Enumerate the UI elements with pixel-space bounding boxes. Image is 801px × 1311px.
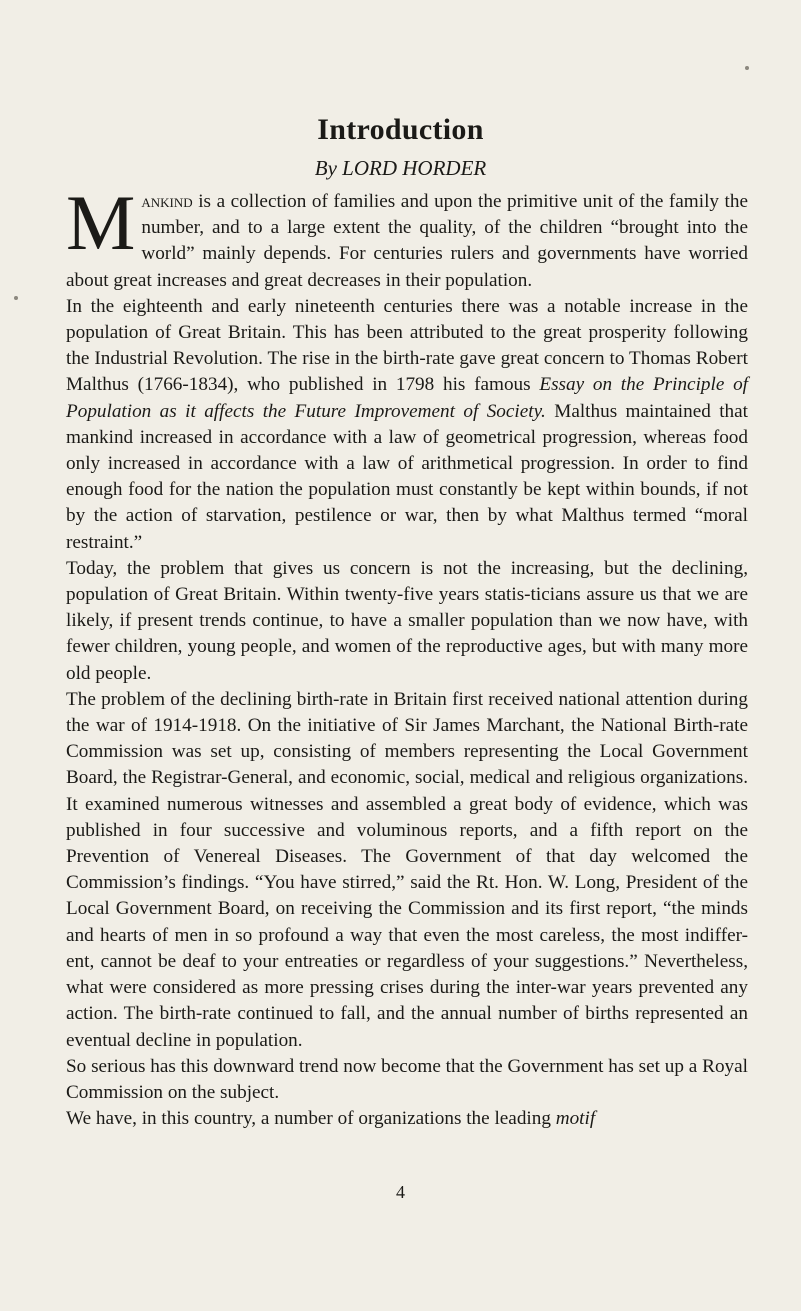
paragraph-6-text: We have, in this country, a number of organizations the leading bbox=[66, 1108, 556, 1130]
essay-title: Essay on the Principle of Population as it affects the Future Improvement of Society. bbox=[66, 374, 749, 422]
body-text bbox=[66, 179, 749, 1132]
byline: By LORD HORDER bbox=[314, 156, 487, 180]
paragraph-3: Today, the problem that gives us concern is not the increasing, but the declining, population of Great Britain. Within twenty-five years statis-ticians assure us that we are likely, if present trends continue, to have a smaller population than we now have, with fewer children, young people, and women of the reproductive ages, but with many more old people. bbox=[66, 557, 748, 684]
paragraph-1-text: is a collection of families and upon the primitive unit of the family the number, and to a large extent the quality, of the children “brought into the world” mainly depends. For centuries rulers and governments have worried about great increases and great decreases in their population. bbox=[66, 191, 748, 291]
paragraph-5: So serious has this downward trend now become that the Government has set up a Royal Commission on the subject. bbox=[66, 1055, 748, 1103]
paragraph-2-text-a: In the eighteenth and early nineteenth centuries there was a notable increase in the population of Great Britain. This has been attributed to the great prosperity following the Industrial Revolution. The rise in the birth-rate gave great concern to Thomas Robert Malthus (1766-1834), who published in 1798 his famous bbox=[66, 295, 748, 396]
paragraph-6 bbox=[66, 1106, 748, 1132]
page-title: Introduction bbox=[317, 113, 484, 146]
first-word: ankind bbox=[141, 191, 193, 212]
paragraph-2-text-b: Malthus maintained that mankind increased in accordance with a law of geometrical progression, whereas food only increased in accordance with a law of arithmetical progression. In order to find enough food for the nation the population must constantly be kept within bounds, if not by the action of starvation, pestilence or war, then by what Malthus termed “moral restraint.” bbox=[66, 400, 748, 553]
paper-speck bbox=[745, 66, 749, 70]
page-number: 4 bbox=[396, 1182, 405, 1202]
drop-cap: M bbox=[66, 179, 136, 266]
motif-word: motif bbox=[555, 1108, 596, 1130]
paper-speck bbox=[14, 296, 18, 300]
paragraph-2 bbox=[66, 294, 748, 556]
paragraph-4: The problem of the declining birth-rate in Britain first received national attention during the war of 1914-1918. On the initiative of Sir James Marchant, the National Birth-rate Commission was set up, consisting of members representing the Local Government Board, the Registrar-General, and economic, social, medical and religious organizations. It examined numerous witnesses and assembled a great body of evidence, which was published in four successive and voluminous reports, and a fifth report on the Prevention of Venereal Diseases. The Government of that day welcomed the Commission’s findings. “You have stirred,” said the Rt. Hon. W. Long, President of the Local Government Board, on receiving the Commission and its first report, “the minds and hearts of men in so profound a way that even the most careless, the most indiffer-ent, cannot be deaf to your entreaties or regardless of your suggestions.” Nevertheless, what were considered as more pressing crises during the inter-war years prevented any action. The birth-rate continued to fall, and the annual number of births represented an eventual decline in population. bbox=[66, 688, 748, 1051]
paragraph-1 bbox=[66, 179, 748, 294]
